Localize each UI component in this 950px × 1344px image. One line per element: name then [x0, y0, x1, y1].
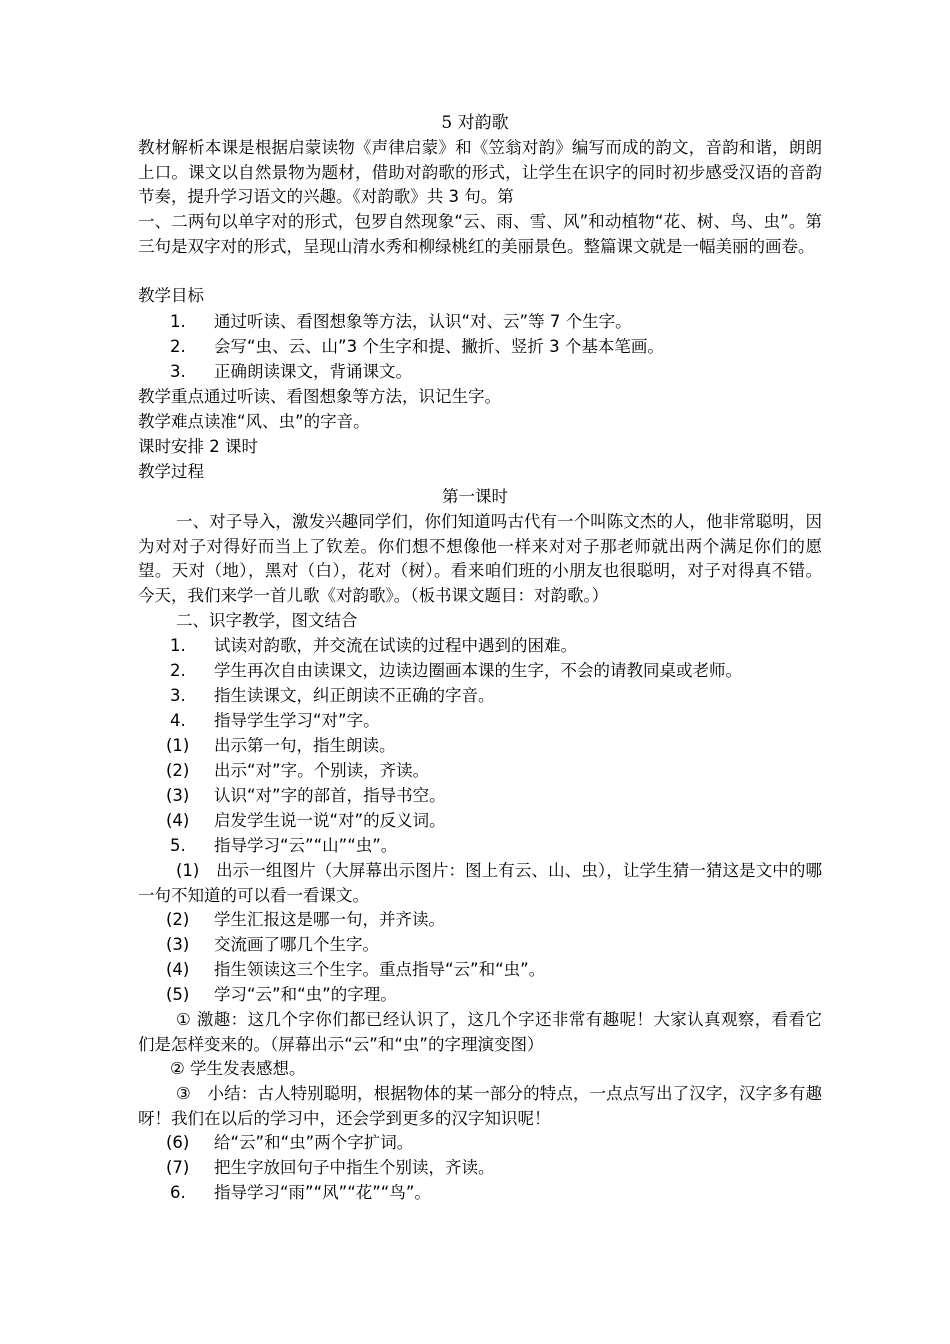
key-point: 教学重点通过听读、看图想象等方法，识记生字。: [138, 387, 501, 406]
circle-point-2: ② 学生发表感想。: [170, 1059, 306, 1078]
substep-number: (1): [166, 736, 190, 755]
substep-text: 学生汇报这是哪一句，并齐读。: [214, 910, 445, 929]
step-number: 3.: [170, 686, 186, 705]
lesson-title: 5 对韵歌: [441, 113, 509, 133]
step-text: 指导学生学习“对”字。: [214, 711, 380, 730]
goal-number: 1.: [170, 312, 186, 331]
goal-text: 会写“虫、云、山”3 个生字和提、撇折、竖折 3 个基本笔画。: [214, 337, 664, 356]
goal-text: 正确朗读课文，背诵课文。: [214, 362, 412, 381]
goal-number: 3.: [170, 362, 186, 381]
substep-paragraph: (1) 出示一组图片（大屏幕出示图片：图上有云、山、虫），让学生猜一猜这是文中的哪一句不知道的可以看一看课文。: [138, 861, 822, 905]
step-text: 指导学习“雨”“风”“花”“鸟”。: [214, 1183, 431, 1202]
part2-heading: 二、识字教学，图文结合: [176, 611, 358, 630]
substep-number: (5): [166, 985, 190, 1004]
substep-text: 把生字放回句子中指生个别读，齐读。: [214, 1158, 495, 1177]
circle-point-3: ③ 小结：古人特别聪明，根据物体的某一部分的特点，一点点写出了汉字，汉字多有趣呀！我们在以后的学习中，还会学到更多的汉字知识呢！: [138, 1084, 822, 1128]
step-number: 2.: [170, 661, 186, 680]
schedule: 课时安排 2 课时: [138, 437, 258, 456]
substep-text: 出示“对”字。个别读，齐读。: [214, 761, 430, 780]
substep-number: (2): [166, 761, 190, 780]
substep-text: 启发学生说一说“对”的反义词。: [214, 811, 446, 830]
intro-paragraph: 教材解析本课是根据启蒙读物《声律启蒙》和《笠翁对韵》编写而成的韵文，音韵和谐，朗朗上口。课文以自然景物为题材，借助对韵歌的形式，让学生在识字的同时初步感受汉语的音韵节奏，提升学习语文的兴趣。《对韵歌》共 3 句。第: [138, 138, 822, 207]
substep-number: (4): [166, 811, 190, 830]
part1-paragraph: 一、对子导入，激发兴趣同学们，你们知道吗古代有一个叫陈文杰的人，他非常聪明，因为对对子对得好而当上了钦差。你们想不想像他一样来对对子那老师就出两个满足你们的愿望。天对（地），黑对（白），花对（树）。看来咱们班的小朋友也很聪明，对子对得真不错。今天，我们来学一首儿歌《对韵歌》。（板书课文题目：对韵歌。）: [138, 512, 822, 605]
substep-number: (3): [166, 935, 190, 954]
substep-number: (4): [166, 960, 190, 979]
lesson1-heading: 第一课时: [442, 487, 508, 506]
goal-number: 2.: [170, 337, 186, 356]
step-number: 4.: [170, 711, 186, 730]
substep-text: 认识“对”字的部首，指导书空。: [214, 786, 446, 805]
step-text: 指生读课文，纠正朗读不正确的字音。: [214, 686, 495, 705]
substep-number: (6): [166, 1133, 190, 1152]
substep-text: 出示第一句，指生朗读。: [214, 736, 396, 755]
substep-text: 指生领读这三个生字。重点指导“云”和“虫”。: [214, 960, 546, 979]
substep-text: 交流画了哪几个生字。: [214, 935, 379, 954]
step-text: 学生再次自由读课文，边读边圈画本课的生字，不会的请教同桌或老师。: [214, 661, 742, 680]
intro-paragraph-2: 一、二两句以单字对的形式，包罗自然现象“云、雨、雪、风”和动植物“花、树、鸟、虫”。第三句是双字对的形式，呈现山清水秀和柳绿桃红的美丽景色。整篇课文就是一幅美丽的画卷。: [138, 212, 822, 256]
substep-number: (7): [166, 1158, 190, 1177]
step-number: 1.: [170, 636, 186, 655]
process-heading: 教学过程: [138, 462, 204, 481]
step-text: 指导学习“云”“山”“虫”。: [214, 836, 398, 855]
step-number: 5.: [170, 836, 186, 855]
substep-number: (3): [166, 786, 190, 805]
substep-text: 给“云”和“虫”两个字扩词。: [214, 1133, 414, 1152]
circle-point-1: ① 激趣：这几个字你们都已经认识了，这几个字还非常有趣呢！大家认真观察，看看它们是怎样变来的。（屏幕出示“云”和“虫”的字理演变图）: [138, 1010, 822, 1054]
substep-number: (2): [166, 910, 190, 929]
goal-text: 通过听读、看图想象等方法，认识“对、云”等 7 个生字。: [214, 312, 632, 331]
step-number: 6.: [170, 1183, 186, 1202]
step-text: 试读对韵歌，并交流在试读的过程中遇到的困难。: [214, 636, 577, 655]
goals-heading: 教学目标: [138, 286, 204, 305]
substep-text: 学习“云”和“虫”的字理。: [214, 985, 397, 1004]
difficulty: 教学难点读准“风、虫”的字音。: [138, 412, 370, 431]
